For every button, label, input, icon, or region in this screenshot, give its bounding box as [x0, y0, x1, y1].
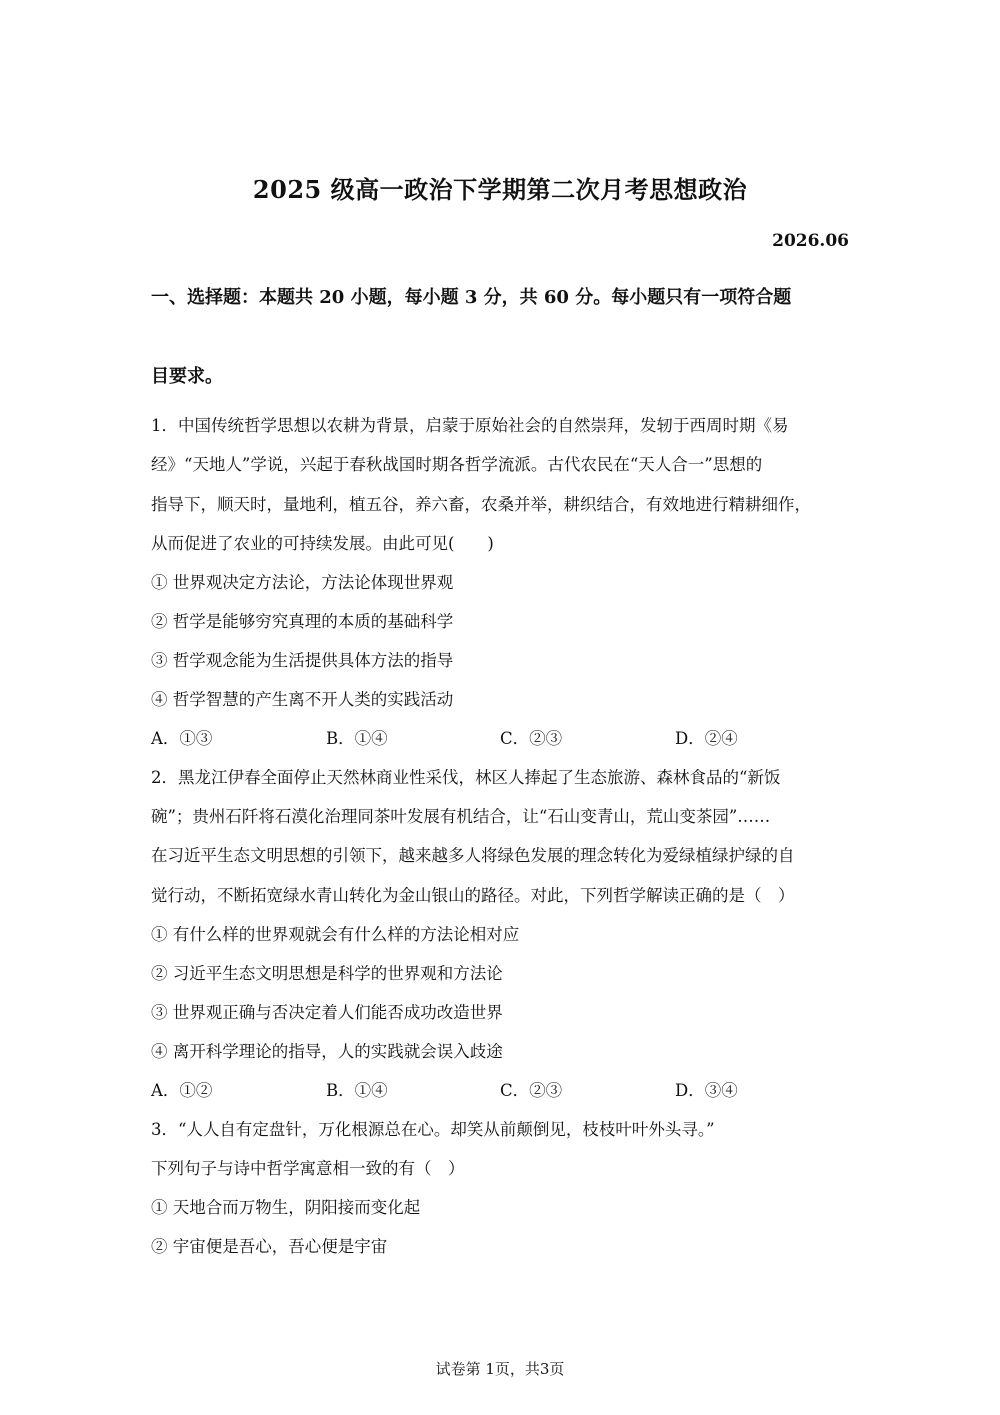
q3-stem-line-2: 下列句子与诗中哲学寓意相一致的有（ ） [151, 1159, 465, 1178]
q2-options [151, 1080, 851, 1102]
q3-statement-1: ① 天地合而万物生，阴阳接而变化起 [151, 1198, 421, 1217]
q2-statement-1: ① 有什么样的世界观就会有什么样的方法论相对应 [151, 925, 520, 944]
q1-option-a: A．①③ [151, 729, 213, 748]
q2-option-a: A．①② [151, 1081, 213, 1100]
q2-option-d: D．③④ [675, 1081, 738, 1100]
q1-option-d: D．②④ [675, 729, 738, 748]
q1-options [151, 728, 851, 750]
section-heading-line-1: 一、选择题：本题共 20 小题，每小题 3 分，共 60 分。每小题只有一项符合题 [151, 287, 792, 308]
q1-statement-4: ④ 哲学智慧的产生离不开人类的实践活动 [151, 690, 454, 709]
q2-statement-4: ④ 离开科学理论的指导，人的实践就会误入歧途 [151, 1042, 503, 1061]
q3-statement-2: ② 宇宙便是吾心，吾心便是宇宙 [151, 1237, 388, 1256]
q1-statement-2: ② 哲学是能够穷究真理的本质的基础科学 [151, 612, 454, 631]
q2-option-c: C．②③ [500, 1081, 563, 1100]
q1-stem-line-1: 1．中国传统哲学思想以农耕为背景，启蒙于原始社会的自然崇拜，发轫于西周时期《易 [151, 416, 789, 435]
page-title: 2025 级高一政治下学期第二次月考思想政治 [252, 175, 748, 204]
q1-option-b: B．①④ [326, 729, 388, 748]
q2-statement-2: ② 习近平生态文明思想是科学的世界观和方法论 [151, 964, 503, 983]
q1-stem-line-2: 经》“天地人”学说，兴起于春秋战国时期各哲学流派。古代农民在“天人合一”思想的 [151, 455, 763, 474]
exam-date: 2026.06 [772, 231, 849, 251]
q2-option-b: B．①④ [326, 1081, 388, 1100]
section-heading-line-2: 目要求。 [151, 366, 223, 387]
q1-statement-1: ① 世界观决定方法论，方法论体现世界观 [151, 573, 454, 592]
q2-stem-line-1: 2．黑龙江伊春全面停止天然林商业性采伐，林区人捧起了生态旅游、森林食品的“新饭 [151, 768, 781, 787]
page-footer: 试卷第 1页，共3页 [435, 1360, 565, 1378]
q2-statement-3: ③ 世界观正确与否决定着人们能否成功改造世界 [151, 1003, 503, 1022]
q1-stem-line-4: 从而促进了农业的可持续发展。由此可见( ) [151, 534, 494, 553]
q1-statement-3: ③ 哲学观念能为生活提供具体方法的指导 [151, 651, 454, 670]
q2-stem-line-4: 觉行动，不断拓宽绿水青山转化为金山银山的路径。对此，下列哲学解读正确的是（ ） [151, 886, 795, 905]
q3-stem-line-1: 3．“人人自有定盘针，万化根源总在心。却笑从前颠倒见，枝枝叶叶外头寻。” [151, 1120, 715, 1139]
q2-stem-line-2: 碗”；贵州石阡将石漠化治理同茶叶发展有机结合，让“石山变青山，荒山变茶园”…… [151, 807, 771, 826]
q1-option-c: C．②③ [500, 729, 563, 748]
q2-stem-line-3: 在习近平生态文明思想的引领下，越来越多人将绿色发展的理念转化为爱绿植绿护绿的自 [151, 846, 795, 865]
q1-stem-line-3: 指导下，顺天时，量地利，植五谷，养六畜，农桑并举，耕织结合，有效地进行精耕细作， [151, 495, 811, 514]
